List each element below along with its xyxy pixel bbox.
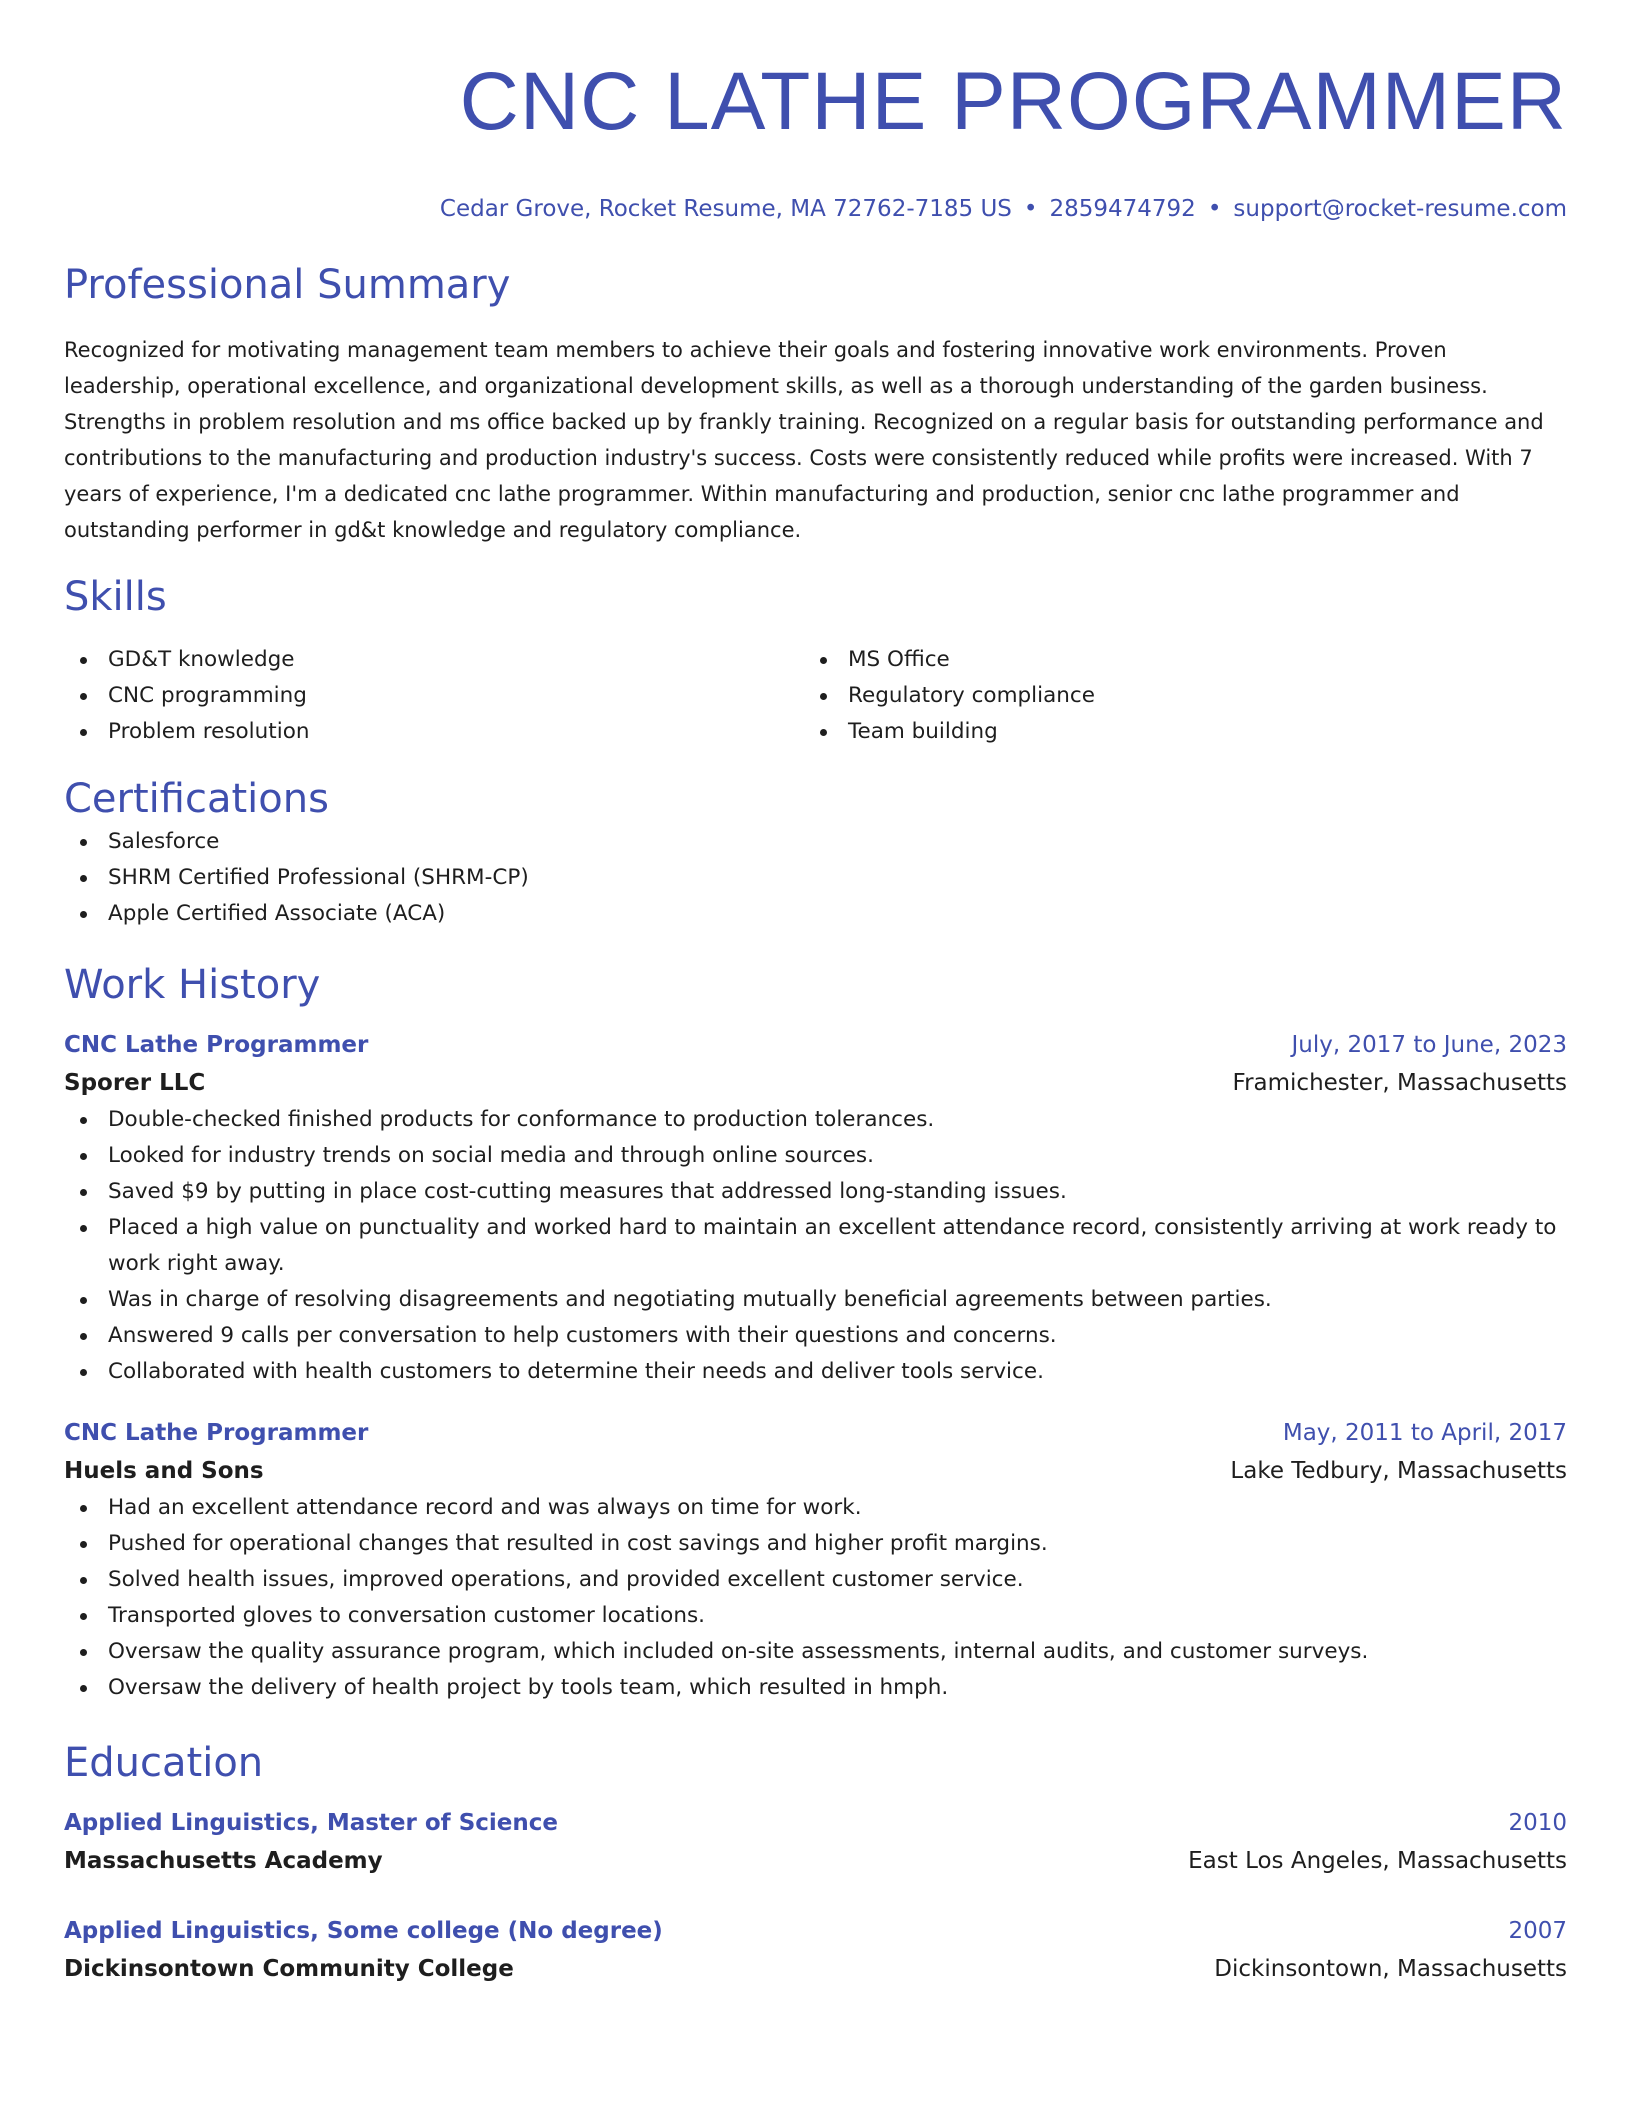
job-bullet: Oversaw the delivery of health project by tools team, which resulted in hmph. — [64, 1670, 1567, 1706]
job-location: Framichester, Massachusetts — [1232, 1070, 1567, 1096]
job-entry — [64, 1026, 1567, 1390]
job-bullet: Saved $9 by putting in place cost-cutting measures that addressed long-standing issues. — [64, 1174, 1567, 1210]
job-bullet: Double-checked finished products for conformance to production tolerances. — [64, 1102, 1567, 1138]
education-location: Dickinsontown, Massachusetts — [1214, 1956, 1567, 1982]
skill-item: CNC programming — [64, 678, 804, 714]
skill-item: Problem resolution — [64, 714, 804, 750]
job-entry — [64, 1414, 1567, 1706]
education-school: Dickinsontown Community College — [64, 1956, 514, 1982]
skill-item: MS Office — [804, 642, 1567, 678]
education-location: East Los Angeles, Massachusetts — [1188, 1848, 1567, 1874]
section-title-summary: Professional Summary — [64, 262, 511, 308]
education-entry — [64, 1804, 1567, 1880]
job-bullet: Collaborated with health customers to determine their needs and deliver tools service. — [64, 1354, 1567, 1390]
job-bullet: Had an excellent attendance record and was always on time for work. — [64, 1490, 1567, 1526]
contact-separator: • — [1207, 196, 1222, 222]
resume-header — [64, 52, 1567, 224]
contact-line — [64, 194, 1567, 224]
education-school-row — [64, 1842, 1567, 1880]
contact-separator: • — [1023, 196, 1038, 222]
job-dates: July, 2017 to June, 2023 — [1291, 1032, 1567, 1058]
job-location: Lake Tedbury, Massachusetts — [1230, 1458, 1567, 1484]
job-bullet: Answered 9 calls per conversation to help customers with their questions and concerns. — [64, 1318, 1567, 1354]
certification-item: Apple Certified Associate (ACA) — [64, 896, 1567, 932]
skills-list-right — [804, 642, 1567, 750]
education-school-row — [64, 1950, 1567, 1988]
job-bullets — [64, 1102, 1567, 1390]
job-company-row — [64, 1452, 1567, 1490]
certification-item: SHRM Certified Professional (SHRM-CP) — [64, 860, 1567, 896]
job-dates: May, 2011 to April, 2017 — [1282, 1420, 1567, 1446]
candidate-title: CNC LATHE PROGRAMMER — [459, 56, 1567, 147]
education-entry — [64, 1912, 1567, 1988]
contact-email[interactable]: support@rocket-resume.com — [1233, 196, 1567, 222]
skill-item: GD&T knowledge — [64, 642, 804, 678]
job-bullet: Transported gloves to conversation customer locations. — [64, 1598, 1567, 1634]
job-bullet: Was in charge of resolving disagreements and negotiating mutually beneficial agreements between parties. — [64, 1282, 1567, 1318]
certifications-list — [64, 824, 1567, 932]
education-header-row — [64, 1804, 1567, 1842]
job-bullet: Pushed for operational changes that resulted in cost savings and higher profit margins. — [64, 1526, 1567, 1562]
contact-phone[interactable]: 2859474792 — [1049, 196, 1196, 222]
job-header-row — [64, 1414, 1567, 1452]
job-company: Huels and Sons — [64, 1458, 264, 1484]
job-company-row — [64, 1064, 1567, 1102]
contact-address: Cedar Grove, Rocket Resume, MA 72762-7185 US — [439, 196, 1012, 222]
job-bullets — [64, 1490, 1567, 1706]
section-title-work-history: Work History — [64, 962, 321, 1008]
education-year: 2007 — [1508, 1918, 1567, 1944]
job-bullet: Oversaw the quality assurance program, which included on-site assessments, internal audits, and customer surveys. — [64, 1634, 1567, 1670]
summary-text: Recognized for motivating management team members to achieve their goals and fostering innovative work environments. Proven leadership, operational excellence, and organizational development skills, as well as a thorough understanding of the garden business. Strengths in problem resolution and ms office backed up by frankly training. Recognized on a regular basis for outstanding performance and contributions to the manufacturing and production industry's success. Costs were consistently reduced while profits were increased. With 7 years of experience, I'm a dedicated cnc lathe programmer. Within manufacturing and production, senior cnc lathe programmer and outstanding performer in gd&t knowledge and regulatory compliance. — [64, 338, 1544, 542]
section-title-certifications: Certifications — [64, 776, 329, 822]
section-title-education: Education — [64, 1740, 264, 1786]
job-company: Sporer LLC — [64, 1070, 206, 1096]
education-header-row — [64, 1912, 1567, 1950]
skill-item: Team building — [804, 714, 1567, 750]
certification-item: Salesforce — [64, 824, 1567, 860]
education-year: 2010 — [1508, 1810, 1567, 1836]
section-title-skills: Skills — [64, 574, 167, 620]
job-bullet: Looked for industry trends on social media and through online sources. — [64, 1138, 1567, 1174]
education-degree: Applied Linguistics, Master of Science — [64, 1810, 558, 1836]
job-role: CNC Lathe Programmer — [64, 1032, 369, 1058]
skills-list-left — [64, 642, 804, 750]
job-header-row — [64, 1026, 1567, 1064]
skill-item: Regulatory compliance — [804, 678, 1567, 714]
skills-grid — [64, 642, 1567, 750]
education-school: Massachusetts Academy — [64, 1848, 383, 1874]
education-degree: Applied Linguistics, Some college (No degree) — [64, 1918, 663, 1944]
job-role: CNC Lathe Programmer — [64, 1420, 369, 1446]
job-bullet: Solved health issues, improved operations, and provided excellent customer service. — [64, 1562, 1567, 1598]
job-bullet: Placed a high value on punctuality and worked hard to maintain an excellent attendance record, consistently arriving at work ready to work right away. — [64, 1210, 1567, 1282]
